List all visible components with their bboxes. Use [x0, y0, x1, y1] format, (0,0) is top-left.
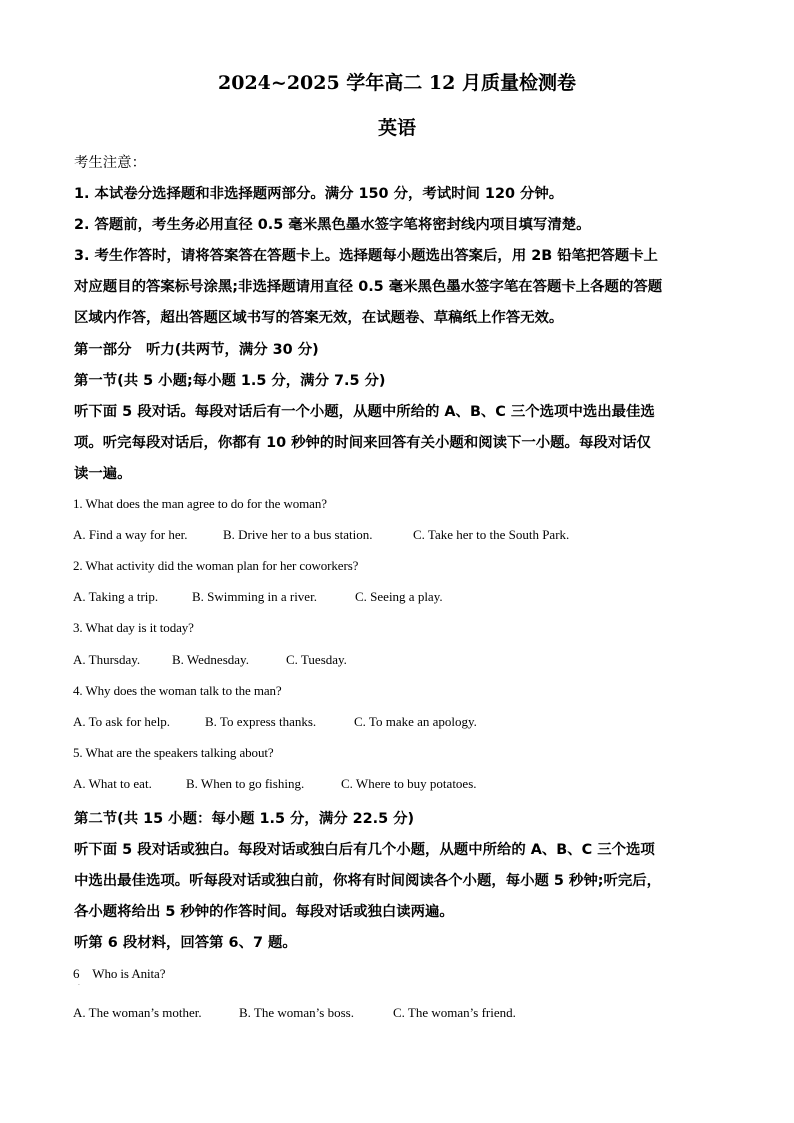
- option-b[interactable]: B. To express thanks.: [205, 714, 317, 729]
- option-b[interactable]: B. The woman’s boss.: [239, 1005, 354, 1020]
- instruction-line: 中选出最佳选项。听每段对话或独白前，你将有时间阅读各个小题，每小题 5 秒钟;听完后，: [74, 873, 662, 889]
- option-b[interactable]: B. Swimming in a river.: [192, 589, 317, 604]
- options-row: [73, 776, 723, 794]
- options-row: [73, 527, 723, 545]
- option-b[interactable]: B. Wednesday.: [172, 652, 249, 667]
- instruction-line: 听下面 5 段对话。每段对话后有一个小题，从题中所给的 A、B、C 三个选项中选出最佳选: [74, 404, 655, 420]
- note-line: 1. 本试卷分选择题和非选择题两部分。满分 150 分，考试时间 120 分钟。: [74, 186, 564, 202]
- material-note: 听第 6 段材料，回答第 6、7 题。: [74, 935, 297, 951]
- option-a[interactable]: A. What to eat.: [73, 776, 152, 791]
- note-line: 区域内作答，超出答题区域书写的答案无效，在试题卷、草稿纸上作答无效。: [74, 310, 564, 326]
- question-text: 6 Who is Anita?: [73, 966, 166, 981]
- option-a[interactable]: A. To ask for help.: [73, 714, 171, 729]
- question-text: 3. What day is it today?: [73, 620, 194, 635]
- option-c[interactable]: C. Take her to the South Park.: [413, 527, 570, 542]
- option-c[interactable]: C. Seeing a play.: [355, 589, 443, 604]
- option-a[interactable]: A. Find a way for her.: [73, 527, 188, 542]
- option-b[interactable]: B. Drive her to a bus station.: [223, 527, 373, 542]
- instruction-line: 各小题将给出 5 秒钟的作答时间。每段对话或独白读两遍。: [74, 904, 454, 920]
- option-c[interactable]: C. Tuesday.: [286, 652, 347, 667]
- instruction-line: 读一遍。: [74, 466, 132, 482]
- options-row: [73, 714, 723, 732]
- question-text: 1. What does the man agree to do for the woman?: [73, 496, 327, 511]
- section-heading: 第二节(共 15 小题：每小题 1.5 分，满分 22.5 分): [74, 811, 415, 827]
- option-a[interactable]: A. Thursday.: [73, 652, 141, 667]
- option-a[interactable]: A. The woman’s mother.: [73, 1005, 202, 1020]
- note-line: 2. 答题前，考生务必用直径 0.5 毫米黑色墨水签字笔将密封线内项目填写清楚。: [74, 217, 591, 233]
- options-row: [73, 589, 723, 607]
- option-b[interactable]: B. When to go fishing.: [186, 776, 305, 791]
- question-text: 4. Why does the woman talk to the man?: [73, 683, 282, 698]
- question-text: 5. What are the speakers talking about?: [73, 745, 274, 760]
- options-row: [73, 1005, 723, 1023]
- part-heading: 第一部分 听力(共两节，满分 30 分): [74, 342, 319, 358]
- subject-title: 英语: [377, 117, 416, 139]
- option-c[interactable]: C. Where to buy potatoes.: [341, 776, 477, 791]
- stray-mark: ·: [78, 982, 80, 989]
- option-c[interactable]: C. To make an apology.: [354, 714, 477, 729]
- question-text: 2. What activity did the woman plan for her coworkers?: [73, 558, 359, 573]
- exam-title: 2024~2025 学年高二 12 月质量检测卷: [218, 72, 576, 94]
- option-c[interactable]: C. The woman’s friend.: [393, 1005, 516, 1020]
- notes-heading: 考生注意：: [74, 155, 146, 171]
- instruction-line: 项。听完每段对话后，你都有 10 秒钟的时间来回答有关小题和阅读下一小题。每段对话仅: [74, 435, 651, 451]
- note-line: 对应题目的答案标号涂黑;非选择题请用直径 0.5 毫米黑色墨水签字笔在答题卡上各题的答题: [74, 279, 663, 295]
- note-line: 3. 考生作答时，请将答案答在答题卡上。选择题每小题选出答案后，用 2B 铅笔把答题卡上: [74, 248, 658, 264]
- instruction-line: 听下面 5 段对话或独白。每段对话或独白后有几个小题，从题中所给的 A、B、C 三个选项: [74, 842, 655, 858]
- section-heading: 第一节(共 5 小题;每小题 1.5 分，满分 7.5 分): [74, 373, 386, 389]
- option-a[interactable]: A. Taking a trip.: [73, 589, 159, 604]
- options-row: [73, 652, 723, 670]
